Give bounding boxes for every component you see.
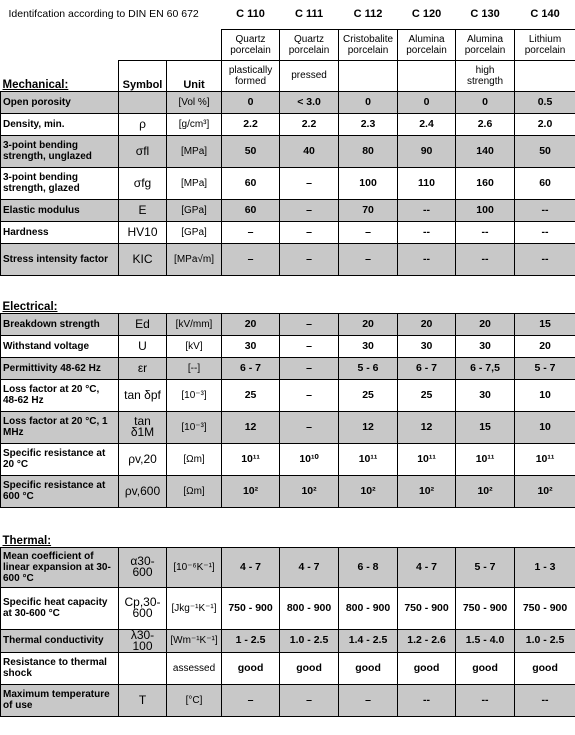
- property-unit: [10⁻³]: [167, 411, 222, 443]
- section-title-mechanical: Mechanical:: [1, 60, 119, 91]
- property-label: Hardness: [1, 221, 119, 243]
- value-cell: 5 - 7: [515, 357, 575, 379]
- property-unit: [g/cm³]: [167, 113, 222, 135]
- value-cell: --: [515, 684, 575, 716]
- value-cell: 4 - 7: [398, 547, 456, 587]
- property-unit: [10⁻³]: [167, 379, 222, 411]
- value-cell: 750 - 900: [515, 587, 575, 629]
- table-body: [1, 0, 575, 716]
- property-unit: [MPa√m]: [167, 243, 222, 275]
- value-cell: 800 - 900: [339, 587, 398, 629]
- value-cell: 1.5 - 4.0: [456, 629, 515, 652]
- property-label: 3-point bending strength, glazed: [1, 167, 119, 199]
- value-cell: 1.2 - 2.6: [398, 629, 456, 652]
- property-row: [1, 475, 575, 507]
- value-cell: 0: [339, 91, 398, 113]
- value-cell: 750 - 900: [398, 587, 456, 629]
- spacer-cell: [1, 507, 575, 533]
- property-row: [1, 91, 575, 113]
- value-cell: 15: [515, 313, 575, 335]
- column-header-unit: Unit: [167, 60, 222, 91]
- property-symbol: E: [119, 199, 167, 221]
- property-row: [1, 443, 575, 475]
- property-row: [1, 313, 575, 335]
- material-cell: Lithium porcelain: [515, 29, 575, 60]
- property-row: [1, 629, 575, 652]
- code-c112: C 112: [353, 7, 383, 20]
- value-cell: 2.3: [339, 113, 398, 135]
- value-cell: --: [398, 199, 456, 221]
- property-label: Open porosity: [1, 91, 119, 113]
- value-cell: 1.0 - 2.5: [515, 629, 575, 652]
- value-cell: --: [515, 199, 575, 221]
- property-symbol: [119, 91, 167, 113]
- property-unit: [10⁻⁶K⁻¹]: [167, 547, 222, 587]
- value-cell: 20: [398, 313, 456, 335]
- process-cell: [515, 60, 575, 91]
- property-row: [1, 199, 575, 221]
- property-label: Specific resistance at 600 °C: [1, 475, 119, 507]
- value-cell: 30: [398, 335, 456, 357]
- property-unit: [GPa]: [167, 221, 222, 243]
- value-cell: 90: [398, 135, 456, 167]
- process-cell: [398, 60, 456, 91]
- value-cell: 25: [398, 379, 456, 411]
- process-cell: plastically formed: [222, 60, 280, 91]
- property-label: Thermal conductivity: [1, 629, 119, 652]
- value-cell: --: [456, 243, 515, 275]
- value-cell: –: [280, 379, 339, 411]
- value-cell: –: [280, 243, 339, 275]
- section-title-electrical: Electrical:: [2, 300, 58, 313]
- property-unit: [°C]: [167, 684, 222, 716]
- value-cell: 2.0: [515, 113, 575, 135]
- value-cell: good: [456, 652, 515, 684]
- column-header-symbol: Symbol: [119, 60, 167, 91]
- value-cell: 0: [398, 91, 456, 113]
- material-cell: Quartz porcelain: [280, 29, 339, 60]
- property-unit: [kV]: [167, 335, 222, 357]
- property-unit: [--]: [167, 357, 222, 379]
- value-cell: 30: [339, 335, 398, 357]
- value-cell: 100: [456, 199, 515, 221]
- value-cell: 10¹¹: [515, 443, 575, 475]
- value-cell: --: [398, 221, 456, 243]
- value-cell: 10²: [222, 475, 280, 507]
- value-cell: 20: [339, 313, 398, 335]
- value-cell: 6 - 7: [398, 357, 456, 379]
- value-cell: 1.0 - 2.5: [280, 629, 339, 652]
- process-cell: pressed: [280, 60, 339, 91]
- value-cell: 2.2: [280, 113, 339, 135]
- value-cell: 10²: [280, 475, 339, 507]
- property-symbol: ρv,600: [119, 475, 167, 507]
- value-cell: 20: [456, 313, 515, 335]
- value-cell: --: [456, 684, 515, 716]
- property-label: Specific resistance at 20 °C: [1, 443, 119, 475]
- property-symbol: T: [119, 684, 167, 716]
- code-c140: C 140: [530, 7, 560, 20]
- value-cell: 2.4: [398, 113, 456, 135]
- value-cell: 25: [339, 379, 398, 411]
- property-label: Elastic modulus: [1, 199, 119, 221]
- value-cell: 1.4 - 2.5: [339, 629, 398, 652]
- value-cell: 750 - 900: [222, 587, 280, 629]
- value-cell: –: [339, 684, 398, 716]
- value-cell: good: [398, 652, 456, 684]
- value-cell: 60: [515, 167, 575, 199]
- material-cell: Cristobalite porcelain: [339, 29, 398, 60]
- value-cell: 1 - 3: [515, 547, 575, 587]
- spacer-row: [1, 275, 575, 299]
- property-symbol: [119, 652, 167, 684]
- property-symbol: HV10: [119, 221, 167, 243]
- value-cell: 5 - 6: [339, 357, 398, 379]
- property-label: Specific heat capacity at 30-600 °C: [1, 587, 119, 629]
- value-cell: 30: [456, 379, 515, 411]
- value-cell: 750 - 900: [456, 587, 515, 629]
- value-cell: 6 - 7,5: [456, 357, 515, 379]
- value-cell: 10²: [398, 475, 456, 507]
- value-cell: 10¹⁰: [280, 443, 339, 475]
- value-cell: –: [222, 243, 280, 275]
- property-row: [1, 243, 575, 275]
- value-cell: –: [222, 221, 280, 243]
- property-symbol: tan δ1M: [119, 411, 167, 443]
- property-symbol: KIC: [119, 243, 167, 275]
- value-cell: 80: [339, 135, 398, 167]
- value-cell: 10²: [515, 475, 575, 507]
- value-cell: 30: [456, 335, 515, 357]
- value-cell: 160: [456, 167, 515, 199]
- value-cell: 40: [280, 135, 339, 167]
- value-cell: –: [222, 684, 280, 716]
- value-cell: --: [456, 221, 515, 243]
- property-unit: [Ωm]: [167, 475, 222, 507]
- property-unit: assessed: [167, 652, 222, 684]
- value-cell: 12: [222, 411, 280, 443]
- property-label: Density, min.: [1, 113, 119, 135]
- value-cell: 10²: [339, 475, 398, 507]
- value-cell: --: [398, 684, 456, 716]
- property-unit: [Jkg⁻¹K⁻¹]: [167, 587, 222, 629]
- property-unit: [Vol %]: [167, 91, 222, 113]
- value-cell: 4 - 7: [280, 547, 339, 587]
- value-cell: 10¹¹: [339, 443, 398, 475]
- value-cell: 70: [339, 199, 398, 221]
- value-cell: 0: [456, 91, 515, 113]
- property-row: [1, 684, 575, 716]
- header-process-row: [1, 60, 575, 91]
- property-label: Maximum temperature of use: [1, 684, 119, 716]
- property-label: Loss factor at 20 °C, 1 MHz: [1, 411, 119, 443]
- property-row: [1, 652, 575, 684]
- blank-cell: [1, 29, 222, 60]
- value-cell: 140: [456, 135, 515, 167]
- material-cell: Alumina porcelain: [456, 29, 515, 60]
- value-cell: 10¹¹: [222, 443, 280, 475]
- value-cell: 20: [222, 313, 280, 335]
- value-cell: 10²: [456, 475, 515, 507]
- value-cell: –: [280, 411, 339, 443]
- value-cell: 12: [398, 411, 456, 443]
- value-cell: good: [515, 652, 575, 684]
- value-cell: 50: [515, 135, 575, 167]
- value-cell: 100: [339, 167, 398, 199]
- property-unit: [MPa]: [167, 135, 222, 167]
- property-label: Withstand voltage: [1, 335, 119, 357]
- property-unit: [Ωm]: [167, 443, 222, 475]
- value-cell: –: [339, 221, 398, 243]
- value-cell: 4 - 7: [222, 547, 280, 587]
- property-unit: [MPa]: [167, 167, 222, 199]
- value-cell: 6 - 8: [339, 547, 398, 587]
- property-row: [1, 357, 575, 379]
- property-symbol: tan δpf: [119, 379, 167, 411]
- property-unit: [kV/mm]: [167, 313, 222, 335]
- value-cell: –: [339, 243, 398, 275]
- value-cell: 2.2: [222, 113, 280, 135]
- value-cell: 25: [222, 379, 280, 411]
- property-row: [1, 547, 575, 587]
- code-c120: C 120: [411, 7, 442, 20]
- value-cell: 60: [222, 199, 280, 221]
- value-cell: 1 - 2.5: [222, 629, 280, 652]
- section-title-thermal: Thermal:: [2, 534, 52, 547]
- value-cell: –: [280, 684, 339, 716]
- property-symbol: ρv,20: [119, 443, 167, 475]
- code-c111: C 111: [294, 7, 324, 20]
- property-row: [1, 411, 575, 443]
- property-unit: [Wm⁻¹K⁻¹]: [167, 629, 222, 652]
- value-cell: 12: [339, 411, 398, 443]
- identification-label: Identifcation according to DIN EN 60 672: [8, 8, 199, 20]
- material-cell: Quartz porcelain: [222, 29, 280, 60]
- spacer-row: [1, 507, 575, 533]
- value-cell: –: [280, 167, 339, 199]
- property-label: Stress intensity factor: [1, 243, 119, 275]
- property-symbol: εr: [119, 357, 167, 379]
- property-row: [1, 335, 575, 357]
- value-cell: 0.5: [515, 91, 575, 113]
- header-materials-row: [1, 29, 575, 60]
- property-label: Resistance to thermal shock: [1, 652, 119, 684]
- value-cell: good: [280, 652, 339, 684]
- header-codes-row: [1, 0, 575, 29]
- code-c130: C 130: [470, 7, 500, 20]
- property-symbol: ρ: [119, 113, 167, 135]
- value-cell: < 3.0: [280, 91, 339, 113]
- value-cell: 30: [222, 335, 280, 357]
- property-row: [1, 113, 575, 135]
- value-cell: –: [280, 221, 339, 243]
- value-cell: --: [515, 221, 575, 243]
- value-cell: 10: [515, 379, 575, 411]
- spacer-cell: [1, 275, 575, 299]
- value-cell: –: [280, 335, 339, 357]
- section-title-row: [1, 533, 575, 547]
- code-c110: C 110: [236, 7, 265, 20]
- value-cell: 0: [222, 91, 280, 113]
- value-cell: good: [339, 652, 398, 684]
- value-cell: 110: [398, 167, 456, 199]
- property-label: Breakdown strength: [1, 313, 119, 335]
- material-cell: Alumina porcelain: [398, 29, 456, 60]
- value-cell: 6 - 7: [222, 357, 280, 379]
- value-cell: good: [222, 652, 280, 684]
- property-label: 3-point bending strength, unglazed: [1, 135, 119, 167]
- value-cell: 10¹¹: [456, 443, 515, 475]
- value-cell: 50: [222, 135, 280, 167]
- property-symbol: σfl: [119, 135, 167, 167]
- property-symbol: λ30-100: [119, 629, 167, 652]
- property-symbol: σfg: [119, 167, 167, 199]
- property-label: Permittivity 48-62 Hz: [1, 357, 119, 379]
- property-row: [1, 135, 575, 167]
- property-label: Mean coefficient of linear expansion at 30-600 °C: [1, 547, 119, 587]
- property-symbol: U: [119, 335, 167, 357]
- value-cell: 10: [515, 411, 575, 443]
- value-cell: --: [398, 243, 456, 275]
- value-cell: –: [280, 357, 339, 379]
- value-cell: 10¹¹: [398, 443, 456, 475]
- section-title-row: [1, 299, 575, 313]
- process-cell: high strength: [456, 60, 515, 91]
- value-cell: 5 - 7: [456, 547, 515, 587]
- property-label: Loss factor at 20 °C, 48-62 Hz: [1, 379, 119, 411]
- value-cell: –: [280, 199, 339, 221]
- value-cell: --: [515, 243, 575, 275]
- value-cell: 2.6: [456, 113, 515, 135]
- property-row: [1, 167, 575, 199]
- property-unit: [GPa]: [167, 199, 222, 221]
- property-symbol: Ed: [119, 313, 167, 335]
- value-cell: 15: [456, 411, 515, 443]
- property-row: [1, 379, 575, 411]
- property-symbol: Cp,30-600: [119, 587, 167, 629]
- value-cell: –: [280, 313, 339, 335]
- value-cell: 60: [222, 167, 280, 199]
- value-cell: 20: [515, 335, 575, 357]
- property-symbol: α30-600: [119, 547, 167, 587]
- property-row: [1, 221, 575, 243]
- process-cell: [339, 60, 398, 91]
- property-row: [1, 587, 575, 629]
- value-cell: 800 - 900: [280, 587, 339, 629]
